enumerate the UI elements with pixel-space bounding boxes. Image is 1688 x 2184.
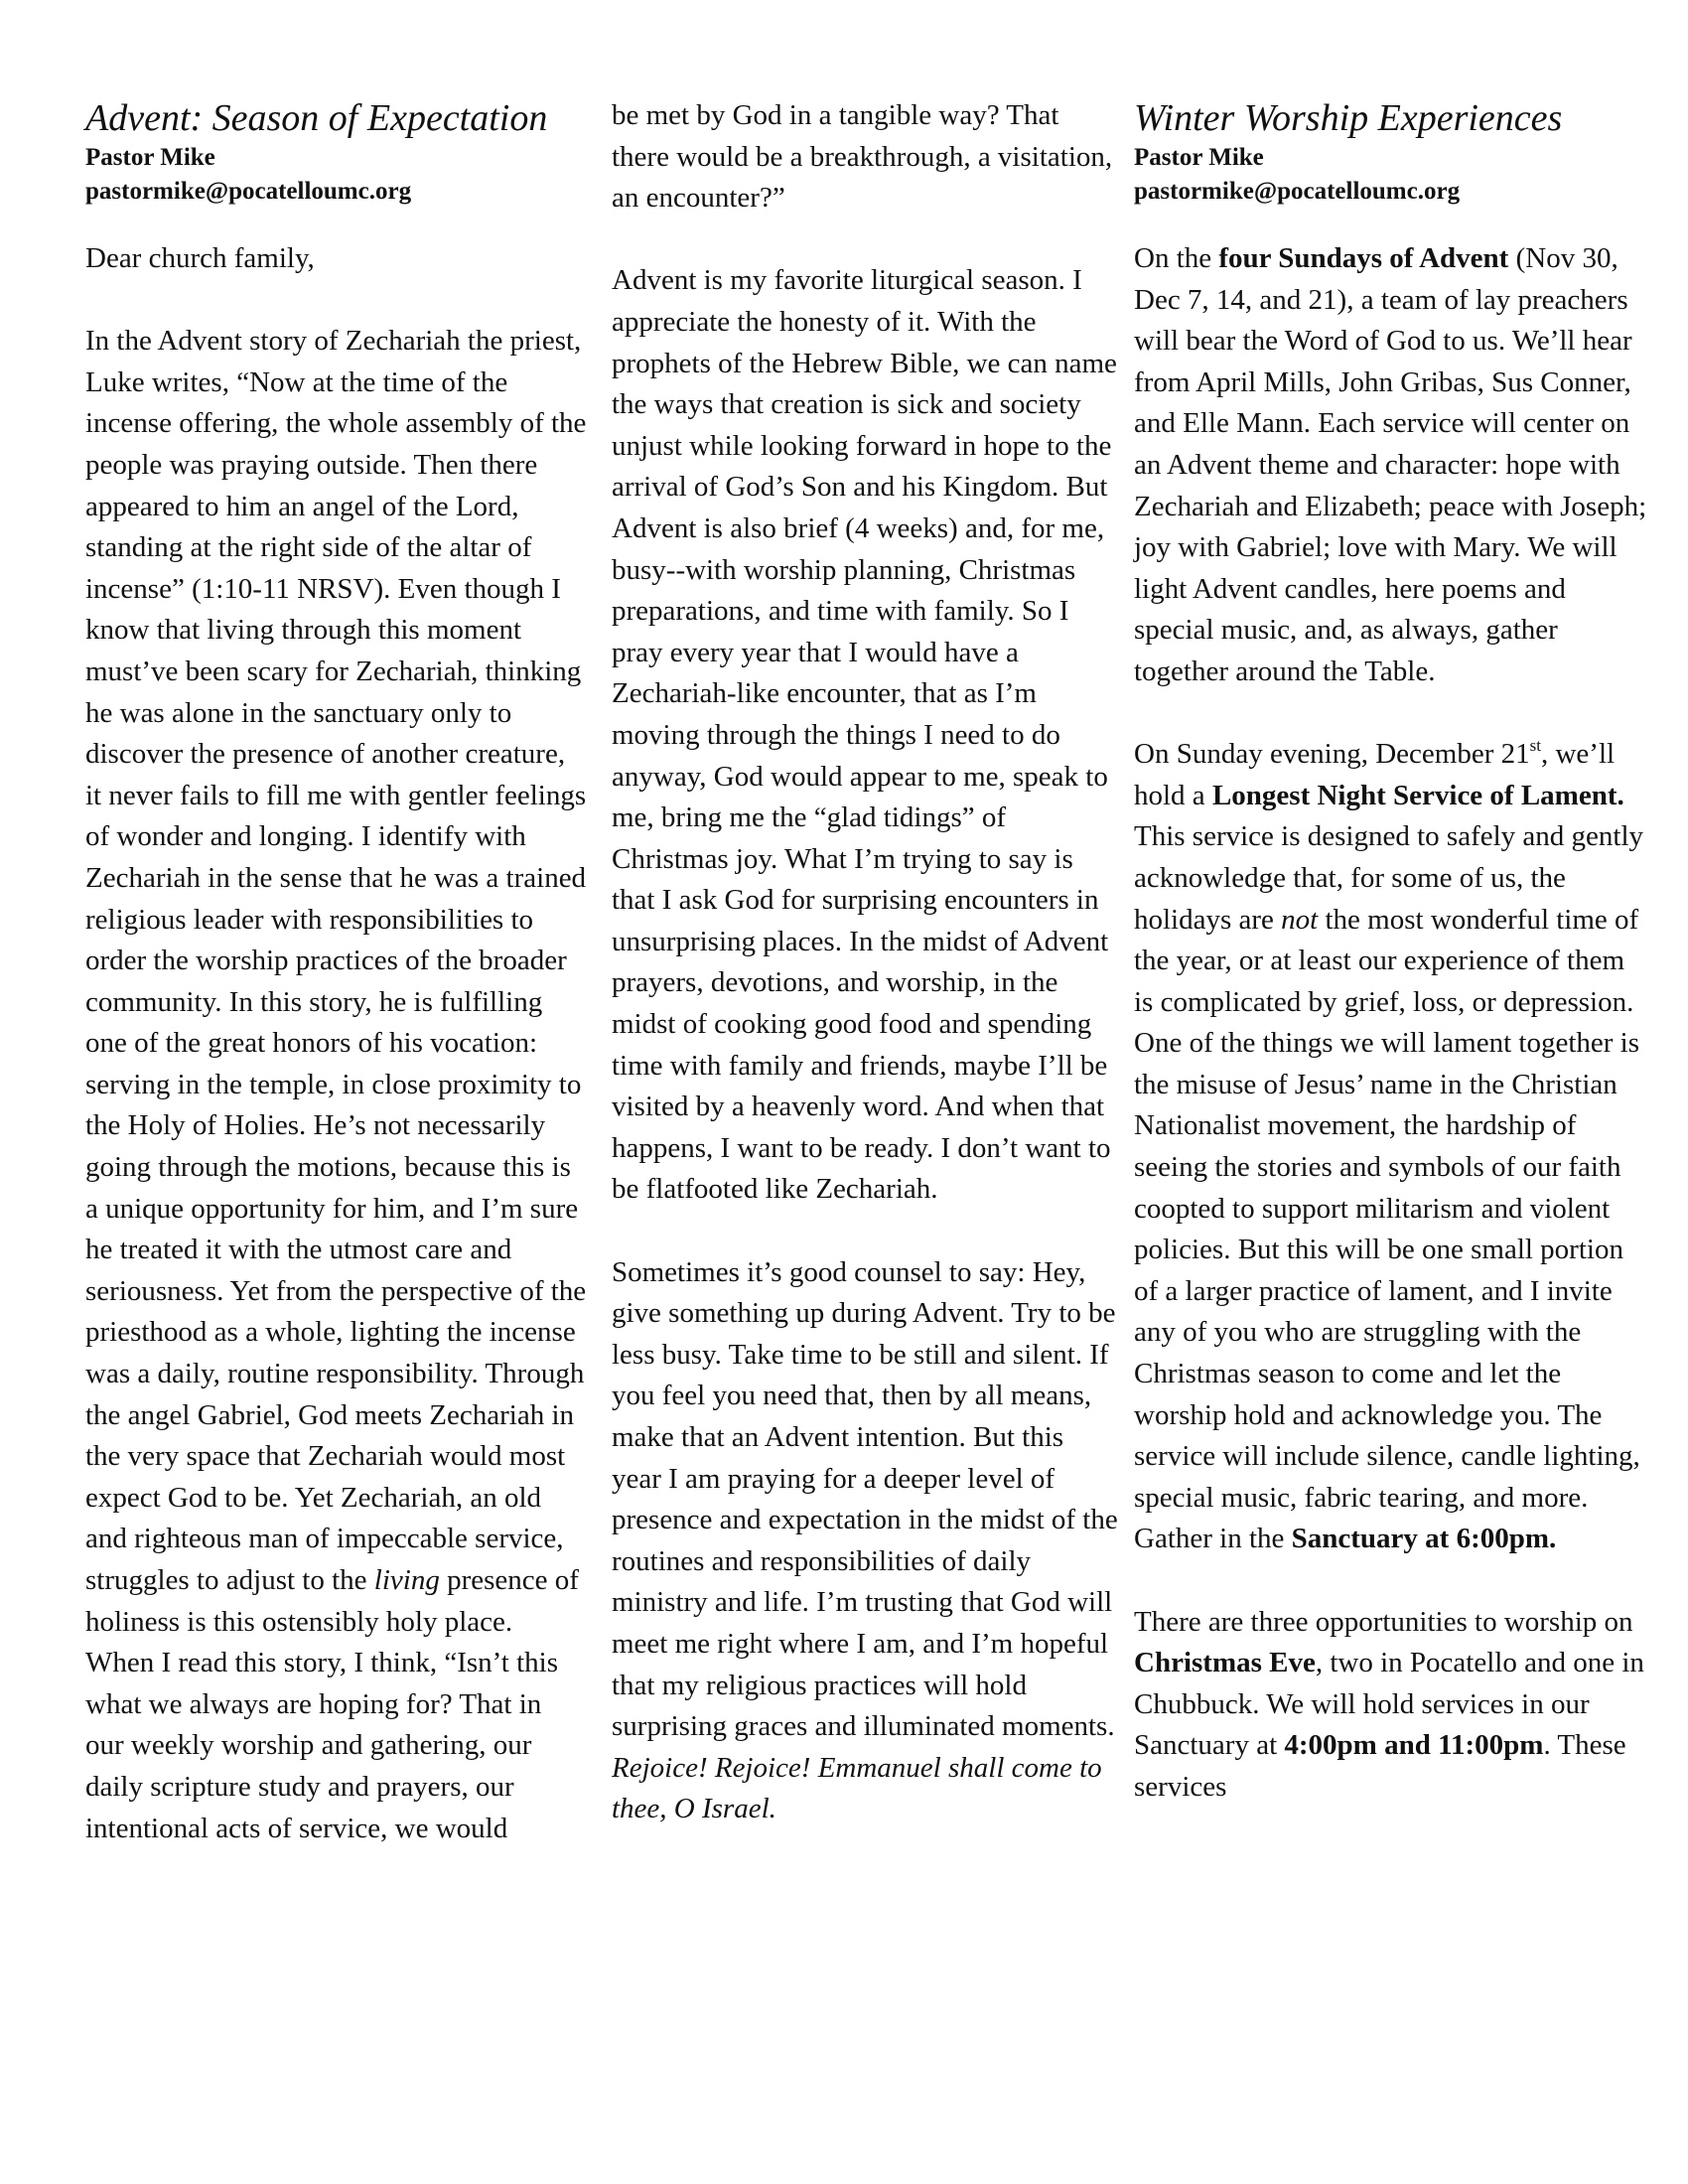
paragraph-text: the most wonderful time of the year, or at least our experience of them is complicated by grief, loss, or depression. One of the things we will lament together is the misuse of Jesus’ name in the Christian Nationalist movement, the hardship of seeing the stories and symbols of our faith coopted to support militarism and violent policies. But this will be one small portion of a larger practice of lament, and I invite any of you who are struggling with the Christmas season to come and let the worship hold and acknowledge you. The service will include silence, candle lighting, special music, fabric tearing, and more. Gather in the xyxy=(1134,903,1640,1555)
paragraph-text: , two in Pocatello and one in Chubbuck. We will hold services in our Sanctuary at xyxy=(1134,1647,1644,1762)
article-title: Advent: Season of Expectation xyxy=(85,97,548,139)
bold-text: 4:00pm and 11:00pm xyxy=(1284,1729,1544,1762)
body-paragraph xyxy=(1134,734,1650,1560)
paragraph-text: This service is designed to safely and gently acknowledge that, for some of us, the holidays are xyxy=(1134,820,1644,936)
paragraph-text: presence of holiness is this ostensibly holy place. When I read this story, I think, “Isn’t this what we always are hoping for? That in our weekly worship and gathering, our daily scripture study and prayers, our intentional acts of service, we would xyxy=(85,1564,579,1844)
hymn-quote: Rejoice! Rejoice! Emmanuel shall come to thee, O Israel. xyxy=(612,1751,1102,1825)
bold-text: Longest Night Service of Lament. xyxy=(1211,779,1624,811)
ordinal-suffix: st xyxy=(1529,736,1541,756)
paragraph-text: On the xyxy=(1134,242,1219,274)
emphasis-text: not xyxy=(1281,903,1319,936)
paragraph-text: . These services xyxy=(1134,1729,1626,1803)
body-paragraph: Advent is my favorite liturgical season. I appreciate the honesty of it. With the prophets of the Hebrew Bible, we can name the ways that creation is sick and society unjust while looking forward in hope to the arrival of God’s Son and his Kingdom. But Advent is also brief (4 weeks) and, for me, busy--with worship planning, Christmas preparations, and time with family. So I pray every year that I would have a Zechariah-like encounter, that as I’m moving through the things I need to do anyway, God would appear to me, speak to me, bring me the “glad tidings” of Christmas joy. What I’m trying to say is that I ask God for surprising encounters in unsurprising places. In the midst of Advent prayers, devotions, and worship, in the midst of cooking good food and spending time with family and friends, maybe I’ll be visited by a heavenly word. And when that happens, I want to be ready. I don’t want to be flatfooted like Zechariah. xyxy=(612,264,1117,1206)
column-winter-worship xyxy=(1134,95,1650,1809)
column-advent-continued xyxy=(612,95,1118,1830)
author-email: pastormike@pocatelloumc.org xyxy=(85,178,412,205)
body-paragraph xyxy=(1134,1602,1650,1809)
article-author: Pastor Mike xyxy=(1134,144,1264,171)
article-title: Winter Worship Experiences xyxy=(1134,97,1563,139)
column-advent-article xyxy=(85,95,587,1849)
greeting-paragraph: Dear church family, xyxy=(85,242,315,274)
paragraph-text: In the Advent story of Zechariah the priest, Luke writes, “Now at the time of the incense offering, the whole assembly of the people was praying outside. Then there appeared to him an angel of the Lord, standing at the right side of the altar of incense” (1:10-11 NRSV). Even though I know that living through this moment must’ve been scary for Zechariah, thinking he was alone in the sanctuary only to discover the presence of another creature, it never fails to fill me with gentler feelings of wonder and longing. I identify with Zechariah in the sense that he was a trained religious leader with responsibilities to order the worship practices of the broader community. In this story, he is fulfilling one of the great honors of his vocation: serving in the temple, in close proximity to the Holy of Holies. He’s not necessarily going through the motions, because this is a unique opportunity for him, and I’m sure he treated it with the utmost care and seriousness. Yet from the perspective of the priesthood as a whole, lighting the incense was a daily, routine responsibility. Through the angel Gabriel, God meets Zechariah in the very space that Zechariah would most expect God to be. Yet Zechariah, an old and righteous man of impeccable service, struggles to adjust to the xyxy=(85,325,587,1596)
author-email: pastormike@pocatelloumc.org xyxy=(1134,178,1461,205)
paragraph-text: , we’ll hold a xyxy=(1134,738,1616,811)
body-paragraph xyxy=(612,1252,1118,1830)
body-paragraph xyxy=(85,321,587,1849)
paragraph-text: (Nov 30, Dec 7, 14, and 21), a team of lay preachers will bear the Word of God to us. We’ll hear from April Mills, John Gribas, Sus Conner, and Elle Mann. Each service will center on an Advent theme and character: hope with Zechariah and Elizabeth; peace with Joseph; joy with Gabriel; love with Mary. We will light Advent candles, here poems and special music, and, as always, gather together around the Table. xyxy=(1134,242,1647,687)
body-paragraph xyxy=(1134,238,1650,693)
paragraph-text: Sometimes it’s good counsel to say: Hey, give something up during Advent. Try to be less busy. Take time to be still and silent. If you feel you need that, then by all means, make that an Advent intention. But this year I am praying for a deeper level of presence and expectation in the midst of the routines and responsibilities of daily ministry and life. I’m trusting that God will meet me right where I am, and I’m hopeful that my religious practices will hold surprising graces and illuminated moments. xyxy=(612,1255,1118,1743)
body-paragraph: be met by God in a tangible way? That there would be a breakthrough, a visitation, an encounter?” xyxy=(612,99,1113,215)
paragraph-text: There are three opportunities to worship on xyxy=(1134,1605,1633,1638)
paragraph-text: On Sunday evening, December 21 xyxy=(1134,738,1530,771)
bold-text: Christmas Eve xyxy=(1134,1647,1316,1679)
bold-text: four Sundays of Advent xyxy=(1218,242,1509,274)
article-author: Pastor Mike xyxy=(85,144,215,171)
emphasis-text: living xyxy=(373,1564,440,1596)
bold-text: Sanctuary at 6:00pm. xyxy=(1291,1523,1557,1555)
